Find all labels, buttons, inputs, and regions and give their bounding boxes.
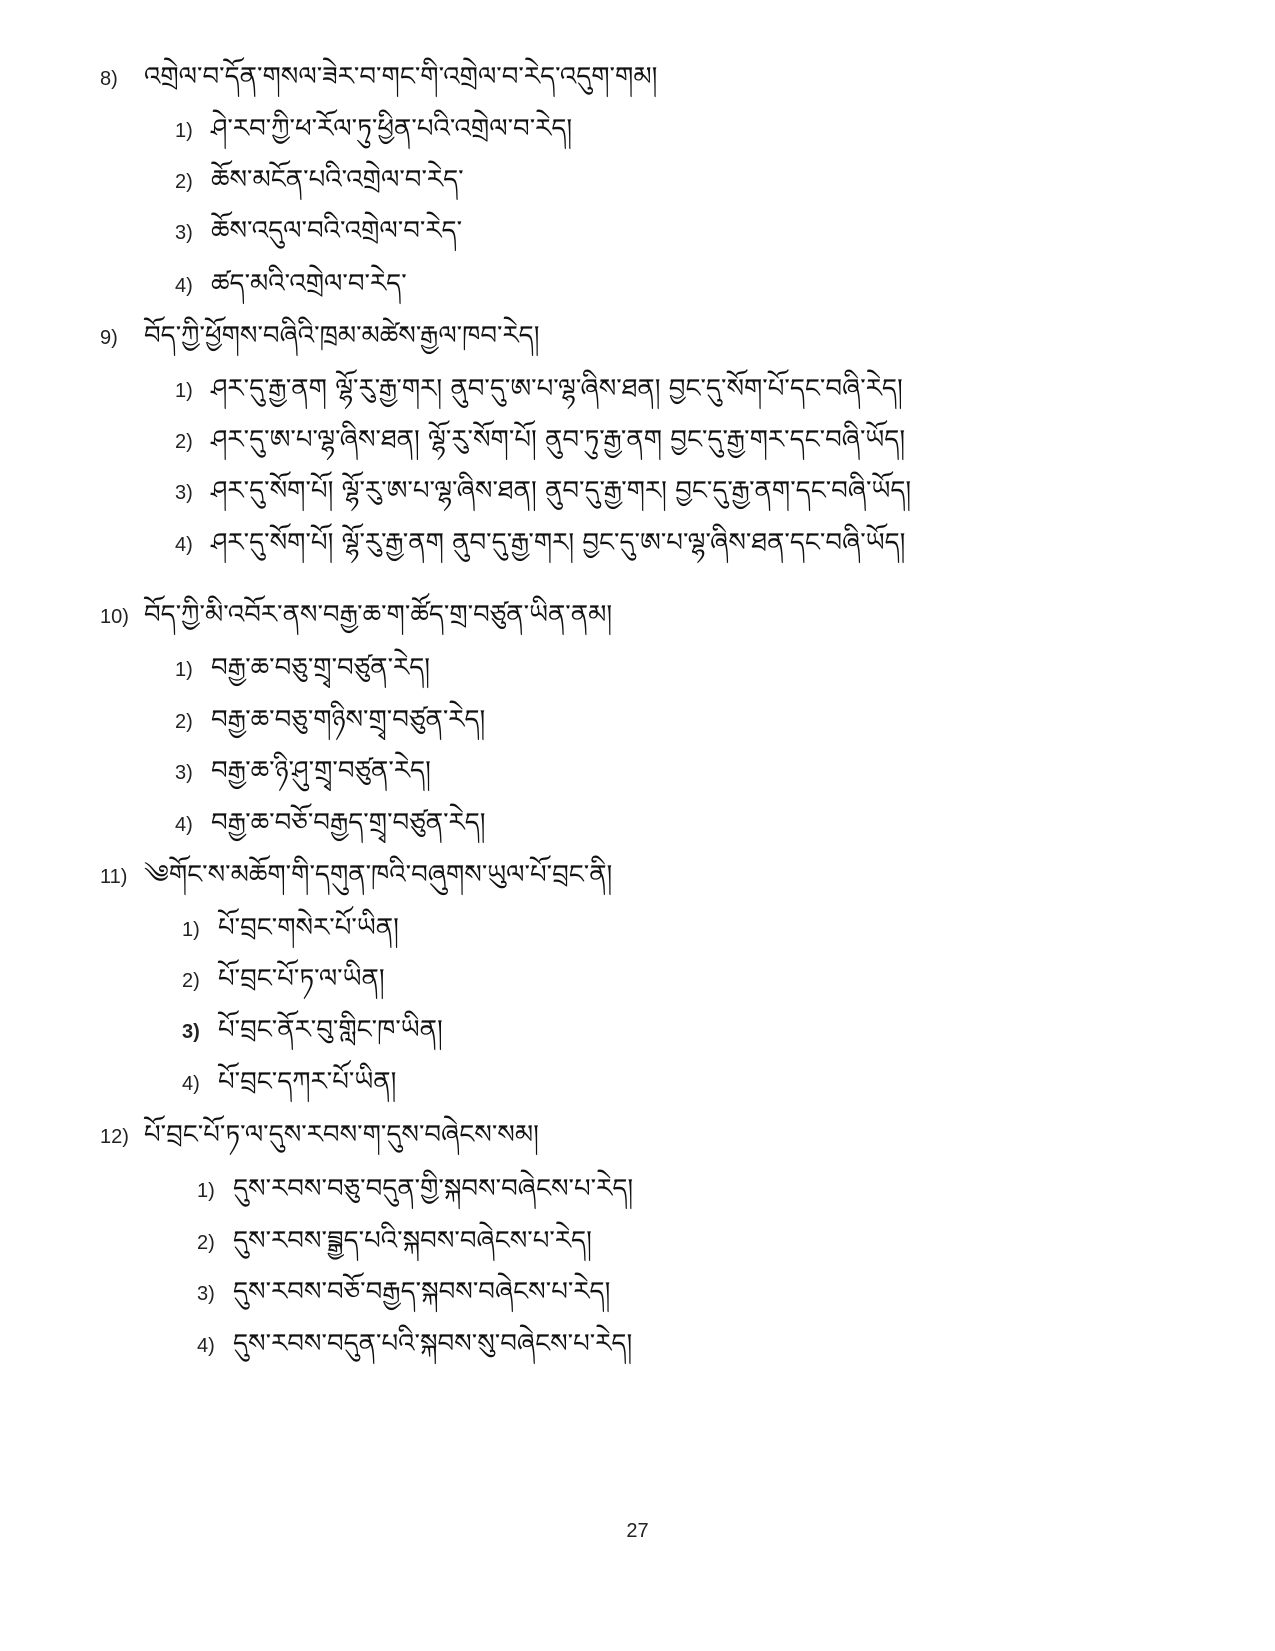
- option-number: 3): [175, 222, 193, 244]
- question-number: 9): [100, 327, 118, 349]
- option-number: 2): [197, 1232, 215, 1254]
- option-text: བརྒྱ་ཆ་བཅུ་གྲྭ་བཙུན་རེད།: [211, 653, 431, 683]
- option-text: པོ་བྲང་ནོར་བུ་གླིང་ཁ་ཡིན།: [218, 1015, 443, 1045]
- option-text: ཤར་དུ་རྒྱ་ནག ལྷོ་རུ་རྒྱ་གར། ནུབ་དུ་ཨ་པ་ལྷ་ཞིས་ཐན། བྱང་དུ་སོག་པོ་དང་བཞི་རེད།: [211, 374, 903, 404]
- page-number: 27: [626, 1520, 649, 1542]
- option-text: པོ་བྲང་དཀར་པོ་ཡིན།: [218, 1067, 397, 1097]
- option-text: ཤར་དུ་སོག་པོ། ལྷོ་རུ་རྒྱ་ནག ནུབ་དུ་རྒྱ་གར། བྱང་དུ་ཨ་པ་ལྷ་ཞིས་ཐན་དང་བཞི་ཡོད།: [211, 528, 906, 558]
- option-text: དུས་རབས་བྲྒྱད་པའི་སྐབས་བཞེངས་པ་རེད།: [233, 1226, 592, 1256]
- option-text: ཤར་དུ་ཨ་པ་ལྷ་ཞིས་ཐན། ལྷོ་རུ་སོག་པོ། ནུབ་ཏུ་རྒྱ་ནག བྱང་དུ་རྒྱ་གར་དང་བཞི་ཡོད།: [211, 425, 906, 455]
- option-text: ཆོས་མངོན་པའི་འགྲེལ་བ་རེད་: [211, 165, 464, 195]
- option-number: 1): [175, 120, 193, 142]
- question-number: 11): [100, 866, 128, 888]
- option-text: དུས་རབས་བཅུ་བདུན་གྱི་སྐབས་བཞེངས་པ་རེད།: [233, 1174, 634, 1204]
- option-number: 1): [182, 919, 200, 941]
- question-text: པོ་བྲང་པོ་ཏ་ལ་དུས་རབས་ག་དུས་བཞེངས་སམ།: [144, 1120, 539, 1150]
- option-number: 1): [197, 1180, 215, 1202]
- option-number: 3): [175, 482, 193, 504]
- option-number: 3): [175, 762, 193, 784]
- question-text: བོད་ཀྱི་ཕྱོགས་བཞིའི་ཁྲམ་མཚེས་རྒྱལ་ཁབ་རེད།: [144, 321, 540, 351]
- option-text: ཤར་དུ་སོག་པོ། ལྷོ་རུ་ཨ་པ་ལྷ་ཞིས་ཐན། ནུབ་དུ་རྒྱ་གར། བྱང་དུ་རྒྱ་ནག་དང་བཞི་ཡོད།: [211, 476, 912, 506]
- option-number: 4): [197, 1335, 215, 1357]
- question-12-option-4: [197, 1315, 632, 1388]
- option-number: 4): [175, 814, 193, 836]
- question-text: བོད་ཀྱི་མི་འབོར་ནས་བརྒྱ་ཆ་ག་ཚོད་གྲ་བཙུན་ཡིན་ནམ།: [144, 600, 613, 630]
- option-number: 4): [175, 534, 193, 556]
- option-text: དུས་རབས་བཅོ་བརྒྱད་སྐབས་བཞེངས་པ་རེད།: [233, 1277, 611, 1307]
- option-text: བརྒྱ་ཆ་བཅོ་བརྒྱད་གྲྭ་བཙུན་རེད།: [211, 808, 486, 838]
- question-number: 8): [100, 68, 118, 90]
- question-text: ༄གོང་ས་མཆོག་གི་དགུན་ཁའི་བཞུགས་ཡུལ་པོ་བྲང་ནི།: [144, 860, 613, 890]
- option-text: དུས་རབས་བདུན་པའི་སྐབས་སུ་བཞེངས་པ་རེད།: [233, 1329, 633, 1359]
- question-text: འགྲེལ་བ་དོན་གསལ་ཟེར་བ་གང་གི་འགྲེལ་བ་རེད་འདུག་གམ།: [144, 62, 658, 92]
- option-number: 1): [175, 380, 193, 402]
- option-text: ཚད་མའི་འགྲེལ་བ་རེད་: [211, 269, 407, 299]
- option-number: 2): [175, 431, 193, 453]
- option-number: 2): [182, 970, 200, 992]
- option-text: བརྒྱ་ཆ་ཉི་ཤུ་གྲྭ་བཙུན་རེད།: [211, 756, 431, 786]
- option-text: བརྒྱ་ཆ་བཅུ་གཉིས་གྲྭ་བཙུན་རེད།: [211, 705, 486, 735]
- option-number: 2): [175, 711, 193, 733]
- option-text: པོ་བྲང་པོ་ཏ་ལ་ཡིན།: [218, 964, 385, 994]
- option-number: 4): [182, 1073, 200, 1095]
- question-9-option-4: [175, 514, 905, 587]
- option-number: 2): [175, 171, 193, 193]
- option-number: 1): [175, 659, 193, 681]
- option-number: 3): [197, 1283, 215, 1305]
- question-number: 12): [100, 1126, 129, 1148]
- option-text: ཤེ་རབ་ཀྱི་ཕ་རོལ་ཏུ་ཕྱིན་པའི་འགྲེལ་བ་རེད།: [211, 114, 573, 144]
- option-text: པོ་བྲང་གསེར་པོ་ཡིན།: [218, 913, 399, 943]
- option-number: 4): [175, 275, 193, 297]
- question-number: 10): [100, 606, 129, 628]
- option-number: 3): [182, 1021, 200, 1043]
- option-text: ཆོས་འདུལ་བའི་འགྲེལ་བ་རེད་: [211, 216, 463, 246]
